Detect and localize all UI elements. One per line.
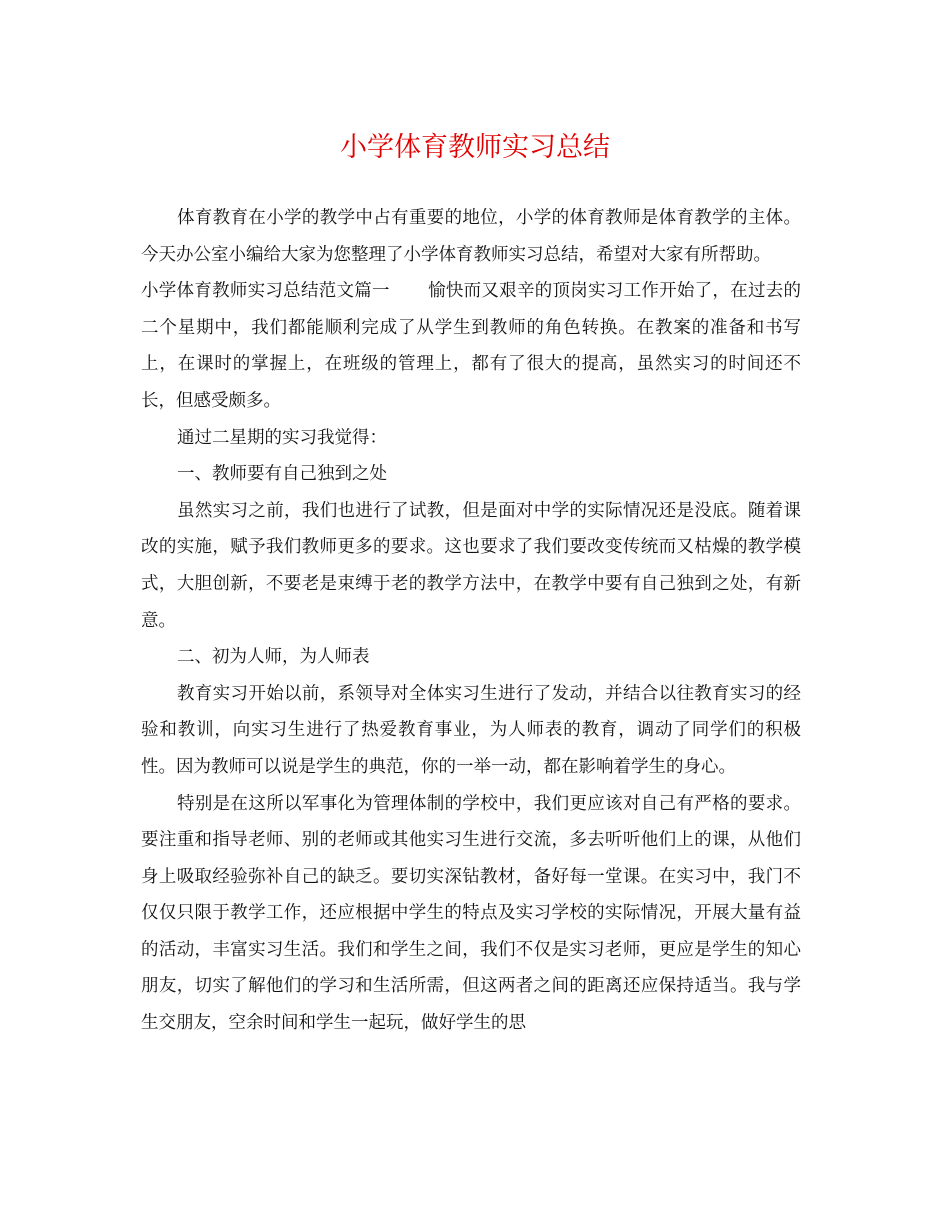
section-heading-2: 二、初为人师，为人师表 [177,647,370,668]
section-2-paragraph: 教育实习开始以前，系领导对全体实习生进行了发动，并结合以往教育实习的经验和教训，向实习生进行了热爱教育事业，为人师表的教育，调动了同学们的积极性。因为教师可以说是学生的典范，你的一举一动，都在影响着学生的身心。 [141,683,801,777]
intro-paragraph: 体育教育在小学的教学中占有重要的地位，小学的体育教师是体育教学的主体。今天办公室小编给大家为您整理了小学体育教师实习总结，希望对大家有所帮助。 [141,208,801,265]
lead-in-line: 通过二星期的实习我觉得： [177,427,387,448]
section-1-paragraph: 虽然实习之前，我们也进行了试教，但是面对中学的实际情况还是没底。随着课改的实施，赋予我们教师更多的要求。这也要求了我们要改变传统而又枯燥的教学模式，大胆创新，不要老是束缚于老的教学方法中，在教学中要有自己独到之处，有新意。 [141,500,801,631]
document-title: 小学体育教师实习总结 [340,132,610,163]
sample-paragraph [141,273,801,419]
document-body [141,200,801,1042]
section-heading-1: 一、教师要有自己独到之处 [177,464,387,485]
section-2-paragraph-continued: 特别是在这所以军事化为管理体制的学校中，我们更应该对自己有严格的要求。要注重和指导老师、别的老师或其他实习生进行交流，多去听听他们上的课，从他们身上吸取经验弥补自己的缺乏。要切实深钻教材，备好每一堂课。在实习中，我门不仅仅只限于教学工作，还应根据中学生的特点及实习学校的实际情况，开展大量有益的活动，丰富实习生活。我们和学生之间，我们不仅是实习老师，更应是学生的知心朋友，切实了解他们的学习和生活所需，但这两者之间的距离还应保持适当。我与学生交朋友，空余时间和学生一起玩，做好学生的思 [141,793,801,1034]
sample-label: 小学体育教师实习总结范文篇一 [141,281,390,302]
sample-text: 愉快而又艰辛的顶岗实习工作开始了，在过去的二个星期中，我们都能顺利完成了从学生到教师的角色转换。在教案的准备和书写上，在课时的掌握上，在班级的管理上，都有了很大的提高，虽然实习的时间还不长，但感受颇多。 [141,281,802,411]
